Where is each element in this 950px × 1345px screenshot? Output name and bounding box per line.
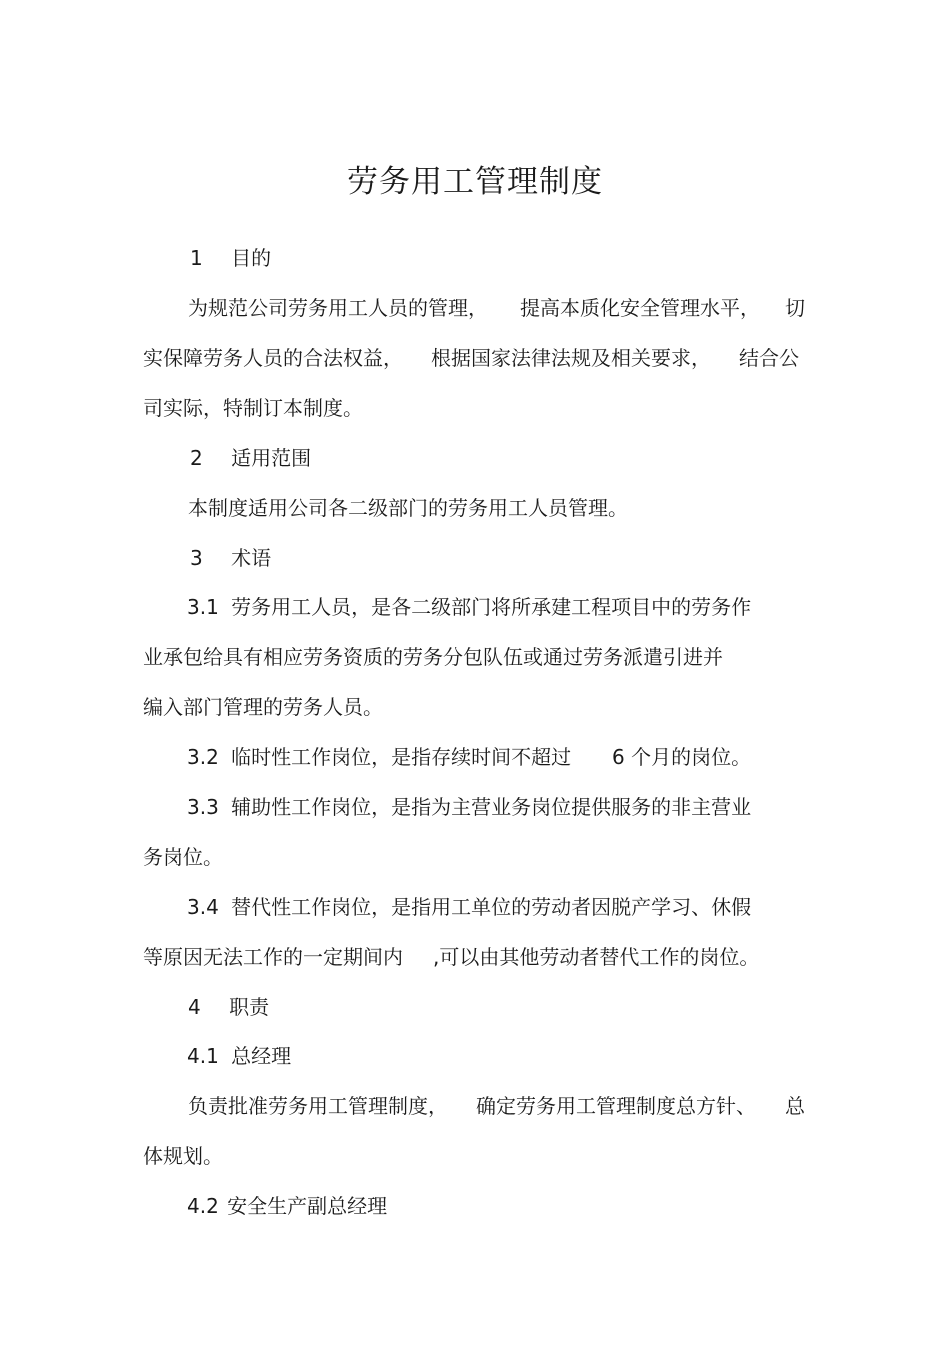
section-4-heading (188, 992, 269, 1022)
section-number: 1 (190, 246, 203, 270)
paragraph-line: ,可以由其他劳动者替代工作的岗位。 (433, 945, 760, 969)
clause-text: 劳务用工人员，是各二级部门将所承建工程项目中的劳务作 (231, 595, 752, 619)
section-number: 4 (188, 995, 201, 1019)
paragraph-line: 本制度适用公司各二级部门的劳务用工人员管理。 (188, 496, 628, 520)
paragraph-line: 体规划。 (143, 1144, 223, 1168)
term-3-4-line (187, 892, 751, 922)
paragraph-line: 总 (785, 1094, 805, 1118)
clause-text: 替代性工作岗位，是指用工单位的劳动者因脱产学习、休假 (231, 895, 752, 919)
clause-text: 安全生产副总经理 (227, 1194, 388, 1218)
paragraph-line: 务岗位。 (143, 845, 223, 869)
paragraph-line: 等原因无法工作的一定期间内 (143, 945, 403, 969)
section-number: 3 (190, 546, 203, 570)
paragraph-line: 确定劳务用工管理制度总方针、 (476, 1094, 756, 1118)
section-title: 职责 (229, 995, 270, 1019)
clause-number: 3.2 (187, 745, 219, 769)
document-title: 劳务用工管理制度 (347, 164, 603, 200)
subsection-4-2-heading (187, 1191, 387, 1221)
clause-number: 3.3 (187, 795, 219, 819)
clause-number: 4.1 (187, 1044, 219, 1068)
paragraph-line: 切 (785, 296, 805, 320)
clause-number: 4.2 (187, 1194, 219, 1218)
paragraph-line: 结合公 (739, 346, 799, 370)
section-3-heading (190, 543, 271, 573)
paragraph-line: 负责批准劳务用工管理制度， (188, 1094, 448, 1118)
paragraph-line: 实保障劳务人员的合法权益， (143, 346, 403, 370)
term-3-1-line (187, 592, 751, 622)
clause-number: 3.1 (187, 595, 219, 619)
section-2-heading (190, 443, 311, 473)
paragraph-line: 6 个月的岗位。 (612, 745, 752, 769)
section-title: 适用范围 (231, 446, 312, 470)
section-1-heading (190, 243, 271, 273)
section-title: 目的 (231, 246, 272, 270)
paragraph-line: 提高本质化安全管理水平， (520, 296, 760, 320)
term-3-3-line (187, 792, 751, 822)
paragraph-line: 业承包给具有相应劳务资质的劳务分包队伍或通过劳务派遣引进并 (143, 645, 723, 669)
clause-text: 总经理 (231, 1044, 292, 1068)
clause-text: 辅助性工作岗位，是指为主营业务岗位提供服务的非主营业 (231, 795, 752, 819)
paragraph-line: 根据国家法律法规及相关要求， (431, 346, 711, 370)
clause-number: 3.4 (187, 895, 219, 919)
section-title: 术语 (231, 546, 272, 570)
clause-text: 临时性工作岗位，是指存续时间不超过 (231, 745, 572, 769)
section-number: 2 (190, 446, 203, 470)
subsection-4-1-heading (187, 1041, 291, 1071)
term-3-2-line (187, 742, 571, 772)
paragraph-line: 为规范公司劳务用工人员的管理， (188, 296, 488, 320)
paragraph-line: 司实际，特制订本制度。 (143, 396, 363, 420)
paragraph-line: 编入部门管理的劳务人员。 (143, 695, 383, 719)
